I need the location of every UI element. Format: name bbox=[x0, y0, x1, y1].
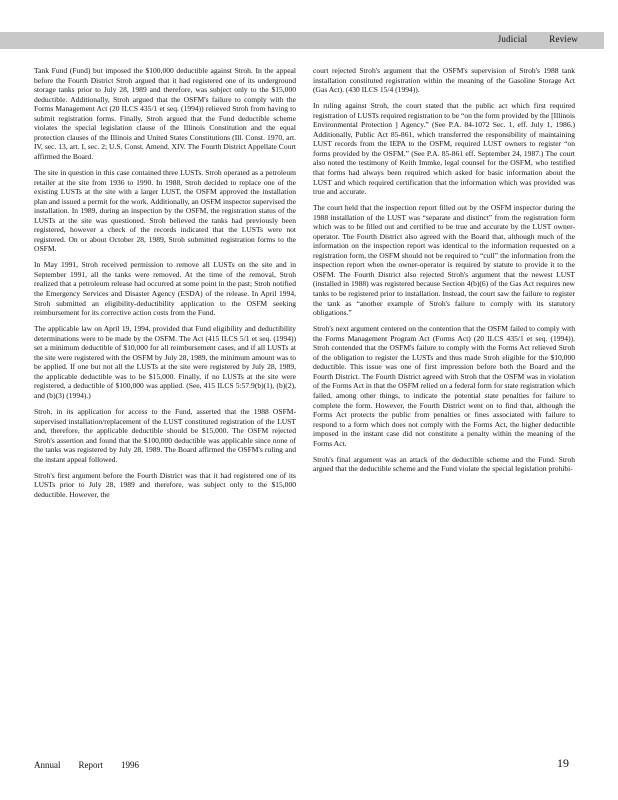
right-text-column bbox=[313, 66, 575, 480]
footer-annual: Annual bbox=[34, 760, 61, 770]
header-section: Judicial bbox=[497, 34, 528, 44]
running-header-bar bbox=[0, 32, 604, 49]
paragraph: Tank Fund (Fund) but imposed the $100,000 deductible against Stroh. In the appeal before the Fourth District Stroh argued that it had registered one of its underground storage tanks prior to July 28, 1989 and therefore, was subject only to the $15,000 deductible. Additionally, Stroh argued that the OSFM's failure to comply with the Forms Management Act (20 ILCS 435/1 et seq. (1994)) relieved Stroh from having to submit registration forms. Finally, Stroh argued that the Fund deductible scheme violates the special legislation clause of the Illinois Constitution and the equal protection clauses of the Illinois and United States Constitutions (Ill. Const. 1970, art. IV, sec. 13, art. I, sec. 2; U.S. Const. Amend. XIV. The Fourth District Appellate Court affirmed the Board. bbox=[34, 66, 296, 161]
running-header bbox=[498, 34, 578, 44]
footer-publication bbox=[34, 760, 139, 770]
paragraph: The applicable law on April 19, 1994, provided that Fund eligibility and deductibility determinations were to be made by the OSFM. The Act (415 ILCS 5/1 et seq. (1994)) set a minimum deductible of $10,000 for all reimbursement cases, and if all LUSTs at the site were registered with the OSFM by July 28, 1989, the minimum amount was to be applied. If one but not all the LUSTs at the site were registered by July 28, 1989, the applicable deductible was to be $15,000. Finally, if no LUSTs at the site were registered, a deductible of $100,000 was applied. (See, 415 ILCS 5:57.9(b)(1), (b)(2), and (b)(3) (1994).) bbox=[34, 324, 296, 400]
left-text-column bbox=[34, 66, 296, 506]
footer-report: Report bbox=[78, 760, 103, 770]
paragraph: Stroh's final argument was an attack of the deductible scheme and the Fund. Stroh argued that the deductible scheme and the Fund violate the special legislation prohibi- bbox=[313, 454, 575, 474]
paragraph: The court held that the inspection report filled out by the OSFM inspector during the 1988 installation of the LUST was “separate and distinct” from the registration form which was to be filled out and certified to be true and accurate by the LUST owner-operator. The Fourth District also agreed with the Board that, although much of the information on the inspection report was identical to the information requested on a registration form, the OSFM should not be required to “cull” the information from the inspection report when the owner-operator is required by statute to provide it to the OSFM. The Fourth District also rejected Stroh's argument that the newest LUST (installed in 1988) was registered because Section 4(b)(6) of the Gas Act requires new tanks to be registered prior to installation. Instead, the court saw the failure to register the tank as “another example of Stroh's failure to comply with its statutory obligations.” bbox=[313, 203, 575, 318]
footer-year: 1996 bbox=[121, 760, 139, 770]
paragraph: The site in question in this case contained three LUSTs. Stroh operated as a petroleum retailer at the site from 1936 to 1990. In 1988, Stroh decided to replace one of the existing LUSTs at the site with a larger LUST, the OSFM approved the installation plan and issued a permit for the work. Additionally, an OSFM inspector supervised the installation. In 1989, during an inspection by the OSFM, the registration status of the LUSTs at the site was questioned. Stroh believed the tanks had previously been registered, however a check of the records indicated that the LUSTs were not registered. On or about October 28, 1989, Stroh submitted registration forms to the OSFM. bbox=[34, 167, 296, 254]
page-number: 19 bbox=[557, 756, 569, 770]
header-subsection: Review bbox=[549, 34, 578, 44]
paragraph: Stroh's next argument centered on the contention that the OSFM failed to comply with the Forms Management Program Act (Forms Act) (20 ILCS 435/1 et seq. (1994)). Stroh contended that the OSFM's failure to comply with the Forms Act relieved Stroh of the obligation to register the LUSTs and thus made Stroh eligible for the $10,000 deductible. This issue was one of first impression before both the Board and the Fourth District. The Fourth District agreed with Stroh that the OSFM was in violation of the Forms Act in that the OSFM relied on a federal form for state registration which failed, among other things, to indicate the potential state penalties for failure to complete the form. However, the Fourth District went on to find that, although the Forms Act protects the public from penalties or fines associated with failure to respond to a form which does not comply with the Forms Act, the higher deductible imposed in the instant case did not constitute a penalty within the meaning of the Forms Act. bbox=[313, 324, 575, 448]
paragraph: In May 1991, Stroh received permission to remove all LUSTs on the site and in September 1991, all the tanks were removed. At the time of the removal, Stroh realized that a petroleum release had occurred at some point in the past; Stroh notified the Emergency Services and Disaster Agency (ESDA) of the release. In April 1994, Stroh submitted an eligibility-deductibility application to the OSFM seeking reimbursement for its corrective action costs from the Fund. bbox=[34, 260, 296, 318]
paragraph: Stroh's first argument before the Fourth District was that it had registered one of its LUSTs prior to July 28, 1989 and therefore, was subject only to the $15,000 deductible. However, the bbox=[34, 470, 296, 499]
paragraph: court rejected Stroh's argument that the OSFM's supervision of Stroh's 1988 tank installation constituted registration within the meaning of the Gasoline Storage Act (Gas Act). (430 ILCS 15/4 (1994)). bbox=[313, 66, 575, 95]
paragraph: In ruling against Stroh, the court stated that the public act which first required registration of LUSTs required registration to be “on the form provided by the [Illinois Environmental Protection ] Agency.” (See P.A. 84-1072 Sec. 1, eff. July 1, 1986.) Additionally, Public Act 85-861, which transferred the responsibility of maintaining LUST records from the IEPA to the OSFM, required LUST owners to register “on forms provided by the OSFM.” (See P.A. 85-861 eff. September 24, 1987.) The court also noted the testimony of Keith Immke, legal counsel for the OSFM, who testified that forms had always been required which asked for basic information about the LUST and which required certification that the information which was provided was true and accurate. bbox=[313, 101, 575, 197]
paragraph: Stroh, in its application for access to the Fund, asserted that the 1988 OSFM-supervised installation/replacement of the LUST constituted registration of the LUST and, therefore, the applicable deductible should be $15,000. The OSFM rejected Stroh's assertion and found that the $100,000 deductible was applicable since none of the tanks was registered by July 28, 1989. The Board affirmed the OSFM's ruling and the instant appeal followed. bbox=[34, 407, 296, 464]
